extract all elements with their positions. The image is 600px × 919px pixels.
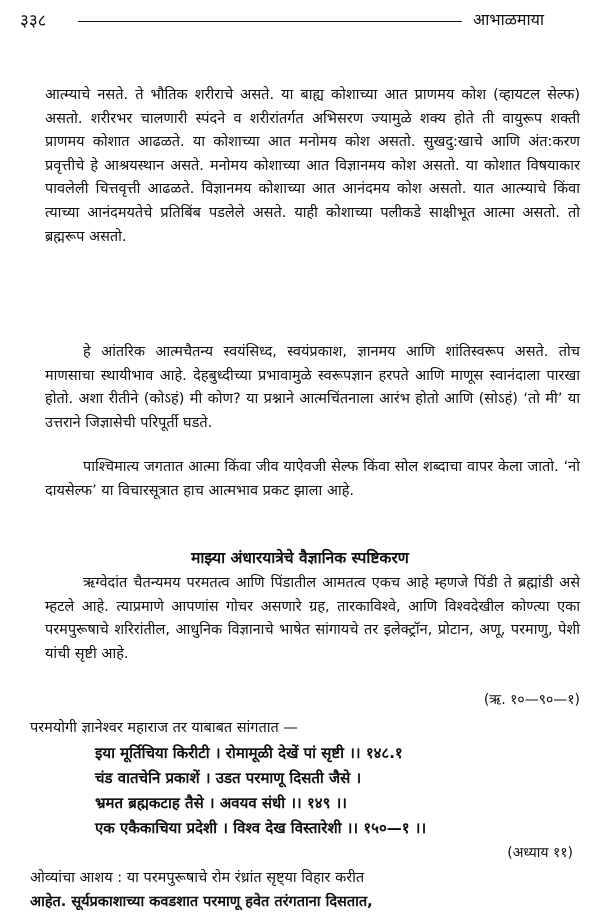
- verse-line: एक एकैकाचिया प्रदेशी । विश्व देख विस्तारेशी ।। १५०—१ ।।: [95, 819, 427, 837]
- paragraph-text: ऋग्वेदांत चैतन्यमय परमतत्व आणि पिंडातील आमतत्व एकच आहे म्हणजे पिंडी ते ब्रह्मांडी असे म्हटले आहे. त्याप्रमाणे आपणांस गोचर असणारे ग्रह, तारकाविश्वे, आणि विश्वदेखील कोण्त्या एका परमपुरूषाचे शरिरांतील, आधुनिक विज्ञानाचे भाषेत सांगायचे तर इलेक्ट्रॉन, प्रोटान, अणू, परमाणु, पेशी यांची सृष्टी आहे.: [45, 575, 580, 662]
- paragraph-atma-chaitanya: [45, 341, 580, 435]
- verse-line: इया मूर्तिचिया किरीटी । रोमामूळी देखें पां सृष्टी ।। १४८.१: [95, 744, 403, 762]
- verse-intro: परमयोगी ज्ञानेश्वर महाराज तर याबाबत सांगतात —: [30, 720, 298, 736]
- paragraph-text: आत्म्याचे नसते. ते भौतिक शरीराचे असते. या बाह्य कोशाच्या आत प्राणमय कोश (व्हायटल सेल्फ) असतो. शरीरभर चालणारी स्पंदने व शरीरांतर्गत अभिसरण ज्यामुळे शक्य होते ती वायुरूप शक्ती प्राणमय कोशात आढळते. या कोशाच्या आत मनोमय कोश असतो. सुखदु:खाचे आणि अंत:करण प्रवृत्तीचे हे आश्रयस्थान असते. मनोमय कोशाच्या आत विज्ञानमय कोश असतो. या कोशात विषयाकार पावलेली चित्तवृत्ती आढळते. विज्ञानमय कोशाच्या आत आनंदमय कोश असतो. यात आत्म्याचे किंवा त्याच्या आनंदमयतेचे प्रतिबिंब पडलेले असते. याही कोशाच्या पलीकडे साक्षीभूत आत्मा असतो. तो ब्रह्मरूप असतो.: [45, 87, 580, 245]
- verse-line: भ्रमत ब्रह्मकटाह तैसे । अवयव संधी ।। १४९ ।।: [95, 794, 347, 812]
- page-header: [0, 0, 600, 40]
- page-number: ३३८: [20, 11, 47, 31]
- header-rule: [78, 21, 462, 22]
- paragraph-text: ओव्यांचा आशय : या परमपुरूषाचे रोम रंध्रांत सृष्ट्या विहार करीत: [30, 870, 365, 886]
- verse-block: [95, 741, 595, 841]
- section-heading: माझ्या अंधारयात्रेचे वैज्ञानिक स्पष्टिकरण: [191, 549, 409, 567]
- paragraph-text: पाश्चिमात्य जगतात आत्मा किंवा जीव याऐवजी सेल्फ किंवा सोल शब्दाचा वापर केला जातो. ‘नो दायसेल्फ’ या विचारसूत्रात हाच आत्मभाव प्रकट झाला आहे.: [45, 459, 580, 499]
- reference-rigveda: (ऋ. १०—९०—१): [483, 692, 580, 708]
- paragraph-koshas: [45, 84, 580, 249]
- reference-adhyay: (अध्याय ११): [507, 845, 573, 861]
- paragraph-text: हे आंतरिक आत्मचैतन्य स्वयंसिध्द, स्वयंप्रकाश, ज्ञानमय आणि शांतिस्वरूप असते. तोच माणसाचा स्थायीभाव आहे. देहबुध्दीच्या प्रभावामुळे स्वरूपज्ञान हरपते आणि माणूस स्वानंदाला पारखा होतो. अशा रीतीने (कोऽहं) मी कोण? या प्रश्नाने आत्मचिंतनाला आरंभ होतो आणि (सोऽहं) ‘तो मी’ या उत्तराने जिज्ञासेची परिपूर्ती घडते.: [45, 344, 580, 431]
- running-title: आभाळमाया: [473, 10, 545, 29]
- verse-line: चंड वातचेनि प्रकाशें । उडत परमाणू दिसती जैसे ।: [95, 769, 362, 787]
- paragraph-western-self: [45, 456, 580, 503]
- paragraph-text: आहेत. सूर्यप्रकाशाच्या कवडशात परमाणू हवेत तरंगताना दिसतात,: [30, 893, 373, 910]
- paragraph-rigveda: [45, 572, 580, 666]
- paragraph-meaning: [30, 867, 586, 914]
